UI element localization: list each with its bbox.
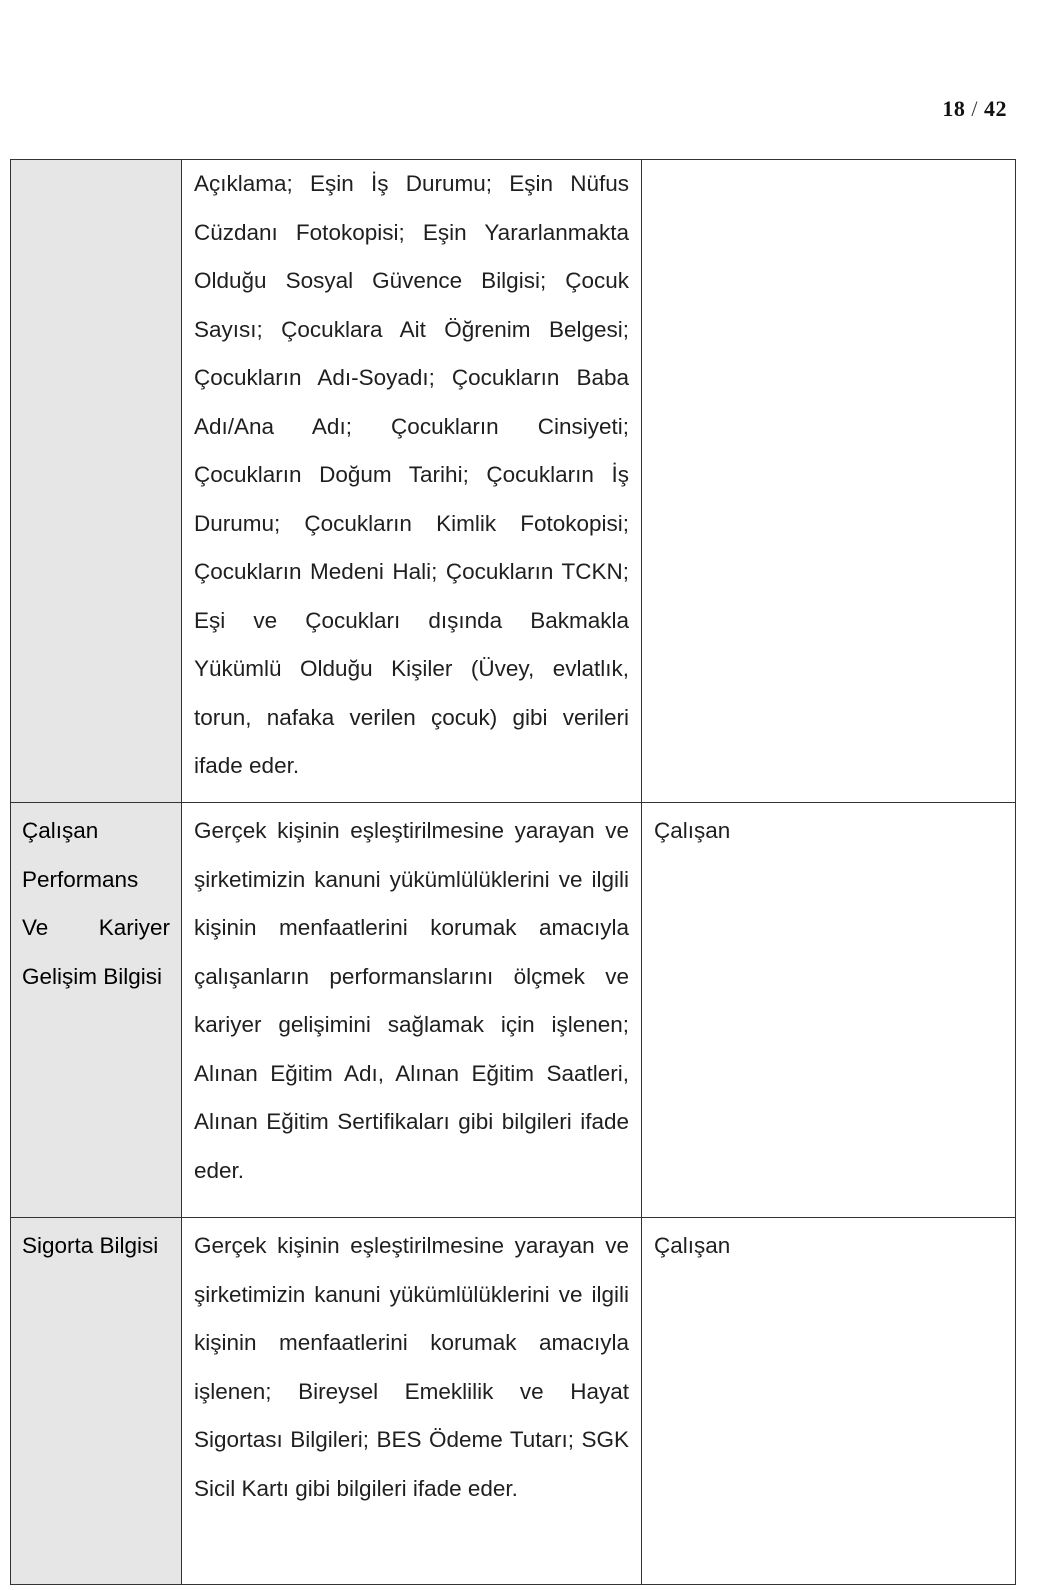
category-cell: Çalışan Performans Ve Kariyer Gelişim Bilgisi: [11, 803, 182, 1218]
personal-data-table: [10, 159, 1016, 1585]
data-subject-cell: Çalışan: [642, 1218, 1016, 1585]
data-subject-cell: [642, 160, 1016, 803]
description-cell: Gerçek kişinin eşleştirilmesine yarayan ve şirketimizin kanuni yükümlülüklerini ve ilgili kişinin menfaatlerini korumak amacıyla çalışanların performanslarını ölçmek ve kariyer gelişimini sağlamak için işlenen; Alınan Eğitim Adı, Alınan Eğitim Saatleri, Alınan Eğitim Sertifikaları gibi bilgileri ifade eder.: [182, 803, 642, 1218]
data-subject-cell: Çalışan: [642, 803, 1016, 1218]
category-cell: [11, 160, 182, 803]
page-number: [942, 96, 1007, 122]
page-number-current: 18: [942, 96, 966, 121]
page-number-total: 42: [984, 96, 1007, 121]
description-cell: Açıklama; Eşin İş Durumu; Eşin Nüfus Cüzdanı Fotokopisi; Eşin Yararlanmakta Olduğu Sosyal Güvence Bilgisi; Çocuk Sayısı; Çocuklara Ait Öğrenim Belgesi; Çocukların Adı-Soyadı; Çocukların Baba Adı/Ana Adı; Çocukların Cinsiyeti; Çocukların Doğum Tarihi; Çocukların İş Durumu; Çocukların Kimlik Fotokopisi; Çocukların Medeni Hali; Çocukların TCKN; Eşi ve Çocukları dışında Bakmakla Yükümlü Olduğu Kişiler (Üvey, evlatlık, torun, nafaka verilen çocuk) gibi verileri ifade eder.: [182, 160, 642, 803]
table-row: [11, 803, 1016, 1218]
category-cell: Sigorta Bilgisi: [11, 1218, 182, 1585]
table-row: [11, 1218, 1016, 1585]
page-number-separator: /: [971, 96, 978, 121]
description-cell: Gerçek kişinin eşleştirilmesine yarayan ve şirketimizin kanuni yükümlülüklerini ve ilgili kişinin menfaatlerini korumak amacıyla işlenen; Bireysel Emeklilik ve Hayat Sigortası Bilgileri; BES Ödeme Tutarı; SGK Sicil Kartı gibi bilgileri ifade eder.: [182, 1218, 642, 1585]
table-row: [11, 160, 1016, 803]
